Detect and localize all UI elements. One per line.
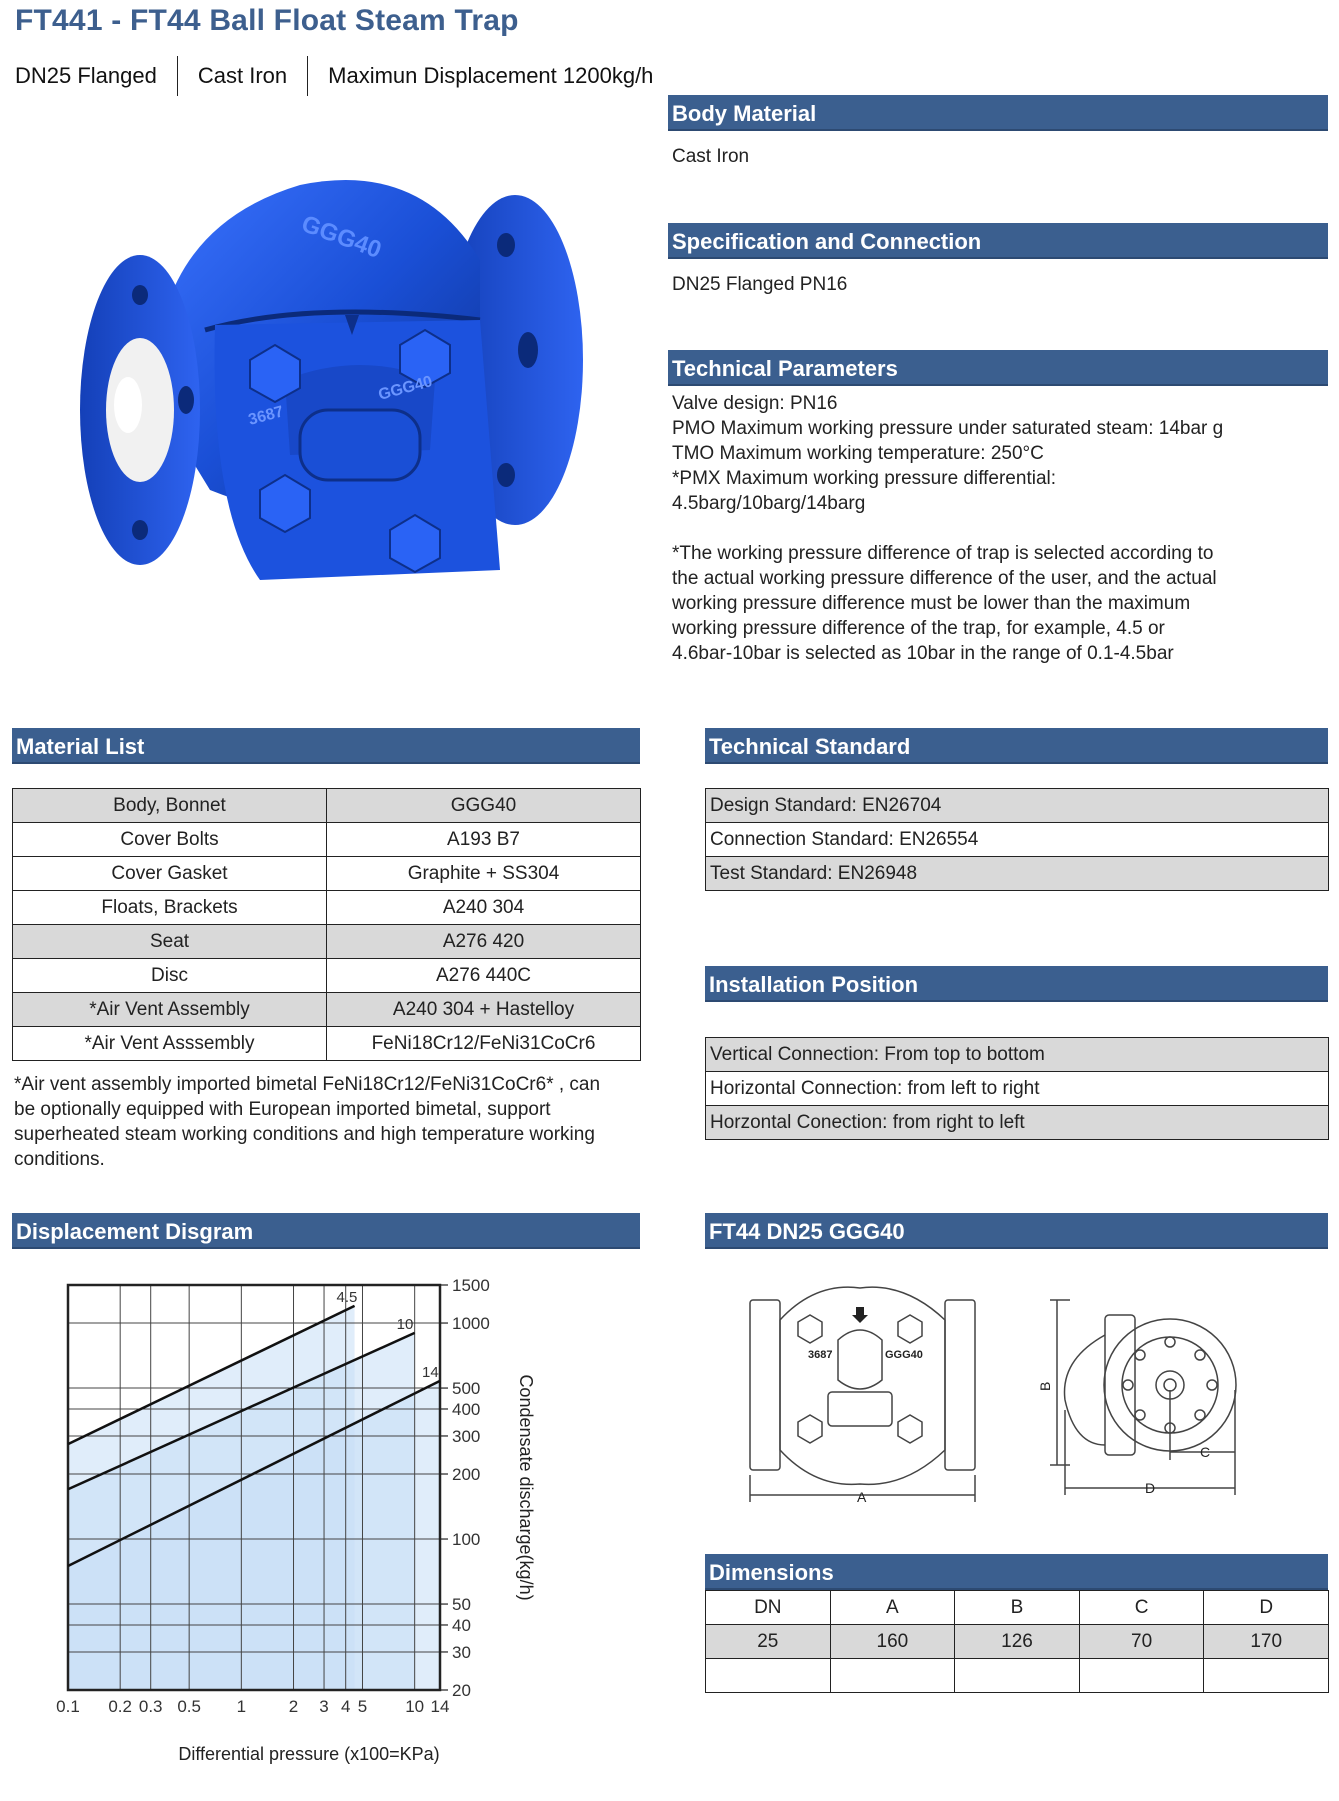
- chart-y-tick-label: 300: [452, 1426, 481, 1446]
- dim-cell: [955, 1659, 1080, 1693]
- body-material-heading: Body Material: [668, 95, 1328, 131]
- material-note-line: *Air vent assembly imported bimetal FeNi18Cr12/FeNi31CoCr6* , can: [14, 1074, 601, 1095]
- table-row: [706, 1038, 1329, 1072]
- material-value: Graphite + SS304: [327, 857, 641, 891]
- table-row: [706, 1072, 1329, 1106]
- table-row: [706, 789, 1329, 823]
- product-image: [60, 150, 620, 620]
- chart-x-tick-label: 0.2: [108, 1697, 132, 1716]
- table-header-row: [706, 1591, 1329, 1625]
- chart-y-axis-label: Condensate discharge(kg/h): [516, 1374, 536, 1601]
- chart-y-tick-label: 200: [452, 1465, 481, 1485]
- tech-note-line: the actual working pressure difference of the user, and the actual: [672, 568, 1217, 589]
- tech-note-line: working pressure difference must be lower than the maximum: [672, 593, 1191, 614]
- technical-drawing: [730, 1280, 1330, 1530]
- table-row: [13, 1027, 641, 1061]
- chart-x-tick-label: 3: [319, 1697, 329, 1716]
- table-row: [706, 1625, 1329, 1659]
- drawing-heading: FT44 DN25 GGG40: [705, 1213, 1328, 1249]
- tech-note-line: *The working pressure difference of trap is selected according to: [672, 543, 1214, 564]
- dim-cell: 126: [955, 1625, 1080, 1659]
- material-value: A193 B7: [327, 823, 641, 857]
- page-title: FT441 - FT44 Ball Float Steam Trap: [15, 4, 519, 37]
- chart-y-tick-label: 20: [452, 1681, 471, 1700]
- displacement-heading: Displacement Disgram: [12, 1213, 640, 1249]
- dim-header: A: [830, 1591, 955, 1625]
- product-marking-side: GGG40: [376, 373, 435, 404]
- chart-x-tick-label: 4: [340, 1697, 351, 1716]
- standard-row: Test Standard: EN26948: [706, 857, 1329, 891]
- dim-cell: [1079, 1659, 1204, 1693]
- chart-series-label-10: 10: [396, 1315, 414, 1333]
- dim-cell: 160: [830, 1625, 955, 1659]
- installation-row: Horizontal Connection: from left to right: [706, 1072, 1329, 1106]
- installation-row: Horzontal Conection: from right to left: [706, 1106, 1329, 1140]
- table-row: [706, 857, 1329, 891]
- dim-header: C: [1079, 1591, 1204, 1625]
- product-marking-num: 3687: [246, 403, 286, 429]
- tech-param-line: *PMX Maximum working pressure differential:: [672, 468, 1057, 489]
- chart-y-tick-label: 1000: [452, 1314, 490, 1334]
- material-value: FeNi18Cr12/FeNi31CoCr6: [327, 1027, 641, 1061]
- tech-param-line: TMO Maximum working temperature: 250°C: [672, 443, 1044, 464]
- material-table: [12, 788, 641, 1061]
- chart-y-tick-label: 500: [452, 1379, 481, 1399]
- chart-series-label-14: 14: [422, 1363, 439, 1381]
- dim-label-d: D: [1145, 1480, 1156, 1496]
- table-row: [706, 1106, 1329, 1140]
- technical-standard-table: [705, 788, 1329, 891]
- dim-header: DN: [706, 1591, 831, 1625]
- material-part: Cover Gasket: [13, 857, 327, 891]
- chart-y-tick-label: 1500: [452, 1276, 490, 1295]
- material-part: Disc: [13, 959, 327, 993]
- subtitle-displacement: Maximun Displacement 1200kg/h: [328, 63, 654, 88]
- chart-y-tick-label: 40: [452, 1615, 471, 1635]
- installation-position-heading: Installation Position: [705, 966, 1328, 1002]
- body-material-value: Cast Iron: [672, 146, 750, 167]
- material-part: Cover Bolts: [13, 823, 327, 857]
- drawing-label-num: 3687: [808, 1349, 833, 1361]
- chart-x-tick-label: 0.1: [56, 1697, 80, 1716]
- dim-label-a: A: [857, 1489, 867, 1505]
- dim-label-c: C: [1200, 1444, 1211, 1460]
- table-row: [13, 925, 641, 959]
- drawing-label-mat: GGG40: [885, 1349, 923, 1361]
- dim-cell: [706, 1659, 831, 1693]
- spec-connection-value: DN25 Flanged PN16: [672, 274, 848, 295]
- subtitle-line: [15, 56, 673, 96]
- dim-label-b: B: [1037, 1381, 1053, 1391]
- table-row: [13, 959, 641, 993]
- tech-param-line: PMO Maximum working pressure under saturated steam: 14bar g: [672, 418, 1224, 439]
- chart-x-tick-label: 10: [405, 1697, 425, 1716]
- installation-position-table: [705, 1037, 1329, 1140]
- standard-row: Design Standard: EN26704: [706, 789, 1329, 823]
- material-note-line: superheated steam working conditions and high temperature working: [14, 1124, 595, 1145]
- dim-cell: 70: [1079, 1625, 1204, 1659]
- table-row: [13, 823, 641, 857]
- tech-param-line: 4.5barg/10barg/14barg: [672, 493, 866, 514]
- chart-x-tick-label: 1: [236, 1697, 247, 1716]
- dim-cell: [1204, 1659, 1329, 1693]
- chart-x-tick-label: 5: [357, 1697, 368, 1716]
- table-row: [706, 823, 1329, 857]
- chart-svg: [40, 1270, 660, 1770]
- material-part: Floats, Brackets: [13, 891, 327, 925]
- material-list-heading: Material List: [12, 728, 640, 764]
- chart-y-tick-label: 30: [452, 1642, 471, 1662]
- subtitle-size: DN25 Flanged: [15, 56, 178, 96]
- displacement-chart: [40, 1270, 660, 1770]
- table-row: [13, 857, 641, 891]
- dim-cell: 25: [706, 1625, 831, 1659]
- technical-standard-heading: Technical Standard: [705, 728, 1328, 764]
- product-marking-top: GGG40: [297, 210, 385, 264]
- chart-x-axis-label: Differential pressure (x100=KPa): [178, 1744, 440, 1764]
- dimensions-heading: Dimensions: [705, 1554, 1328, 1590]
- material-value: A276 440C: [327, 959, 641, 993]
- chart-x-tick-label: 0.3: [138, 1697, 163, 1716]
- material-value: GGG40: [327, 789, 641, 823]
- tech-param-line: Valve design: PN16: [672, 393, 838, 414]
- dim-header: B: [955, 1591, 1080, 1625]
- material-part: Seat: [13, 925, 327, 959]
- table-row: [13, 891, 641, 925]
- table-row: [13, 993, 641, 1027]
- dim-cell: 170: [1204, 1625, 1329, 1659]
- dimensions-table: [705, 1590, 1329, 1693]
- chart-x-tick-label: 2: [288, 1697, 299, 1716]
- chart-series-label-4.5: 4.5: [336, 1288, 358, 1306]
- dim-cell: [830, 1659, 955, 1693]
- subtitle-material: Cast Iron: [178, 56, 308, 96]
- chart-x-tick-label: 14: [430, 1697, 450, 1716]
- chart-y-tick-label: 400: [452, 1399, 481, 1419]
- material-part: *Air Vent Assembly: [13, 993, 327, 1027]
- material-note-line: conditions.: [14, 1149, 105, 1170]
- tech-params-heading: Technical Parameters: [668, 350, 1328, 386]
- material-value: A240 304: [327, 891, 641, 925]
- spec-connection-heading: Specification and Connection: [668, 223, 1328, 259]
- material-value: A276 420: [327, 925, 641, 959]
- chart-y-tick-label: 50: [452, 1595, 471, 1615]
- installation-row: Vertical Connection: From top to bottom: [706, 1038, 1329, 1072]
- chart-y-tick-label: 100: [452, 1530, 481, 1550]
- tech-note-line: working pressure difference of the trap, for example, 4.5 or: [672, 618, 1165, 639]
- table-row: [13, 789, 641, 823]
- material-note-line: be optionally equipped with European imported bimetal, support: [14, 1099, 551, 1120]
- material-part: *Air Vent Asssembly: [13, 1027, 327, 1061]
- chart-x-tick-label: 0.5: [177, 1697, 201, 1716]
- table-row: [706, 1659, 1329, 1693]
- tech-note-line: 4.6bar-10bar is selected as 10bar in the range of 0.1-4.5bar: [672, 643, 1174, 664]
- tech-params-body: [672, 391, 1327, 666]
- material-value: A240 304 + Hastelloy: [327, 993, 641, 1027]
- material-part: Body, Bonnet: [13, 789, 327, 823]
- dim-header: D: [1204, 1591, 1329, 1625]
- material-note: [14, 1072, 644, 1172]
- standard-row: Connection Standard: EN26554: [706, 823, 1329, 857]
